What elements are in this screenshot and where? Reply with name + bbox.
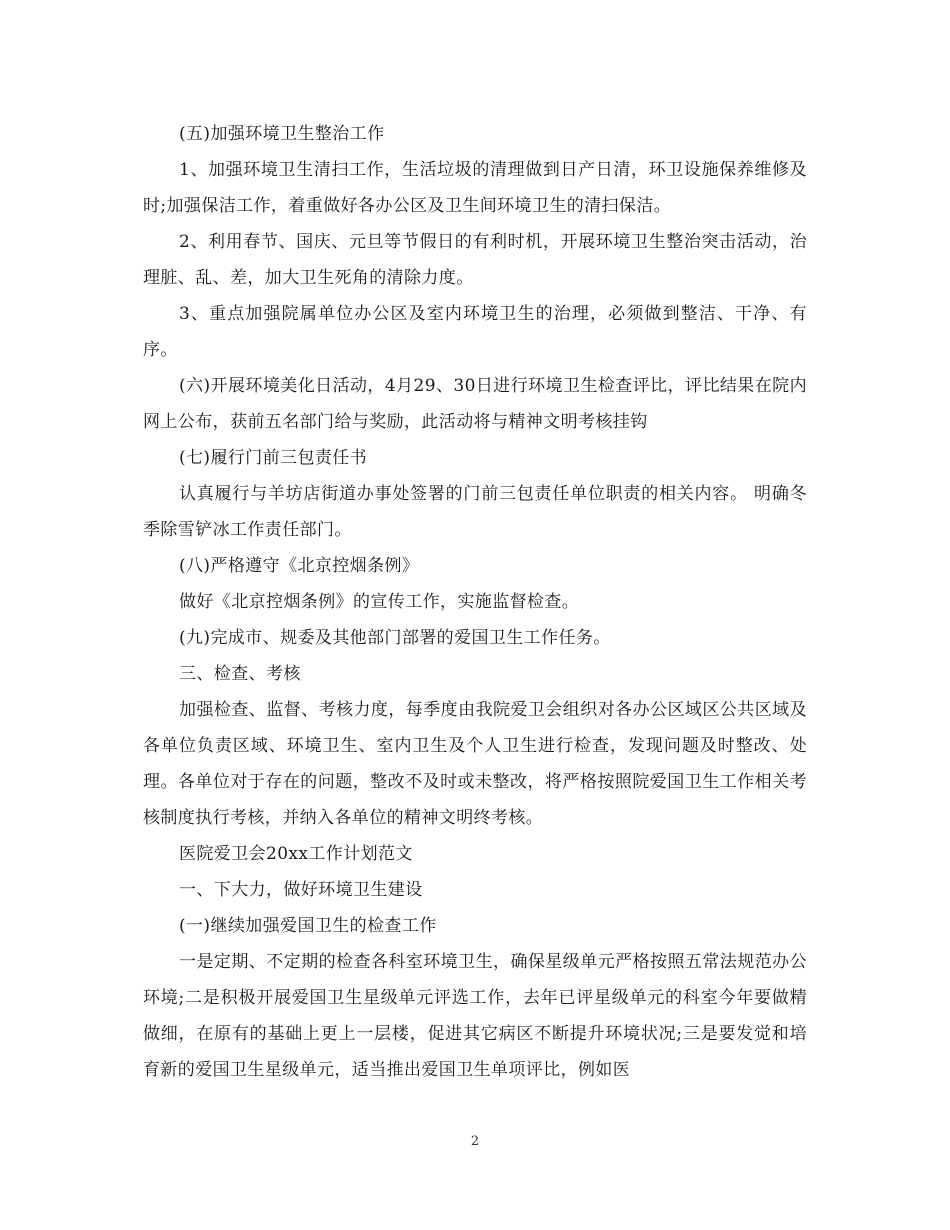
paragraph-item-2: 2、利用春节、国庆、元旦等节假日的有利时机，开展环境卫生整治突击活动，治理脏、乱、差，加大卫生死角的清除力度。 <box>143 232 807 288</box>
paragraph-inspection: 加强检查、监督、考核力度，每季度由我院爱卫会组织对各办公区域区公共区域及各单位负责区域、环境卫生、室内卫生及个人卫生进行检查，发现问题及时整改、处理。各单位对于存在的问题，整改不及时或未整改，将严格按照院爱国卫生工作相关考核制度执行考核，并纳入各单位的精神文明终考核。 <box>143 700 807 828</box>
paragraph-item-3: 3、重点加强院属单位办公区及室内环境卫生的治理，必须做到整洁、干净、有序。 <box>143 304 807 360</box>
section-heading-inspection: 三、检查、考核 <box>179 664 301 684</box>
section-heading-7: (七)履行门前三包责任书 <box>179 448 368 468</box>
section-heading-9: (九)完成市、规委及其他部门部署的爱国卫生工作任务。 <box>179 628 611 648</box>
section-heading-5: (五)加强环境卫生整治工作 <box>179 124 385 144</box>
section-heading-1: (一)继续加强爱国卫生的检查工作 <box>179 916 437 936</box>
paragraph-item-1: 1、加强环境卫生清扫工作，生活垃圾的清理做到日产日清，环卫设施保养维修及时;加强保洁工作，着重做好各办公区及卫生间环境卫生的清扫保洁。 <box>143 160 807 216</box>
document-subtitle: 医院爱卫会20xx工作计划范文 <box>179 844 413 864</box>
document-body <box>143 116 807 1088</box>
section-heading-6: (六)开展环境美化日活动，4月29、30日进行环境卫生检查评比，评比结果在院内网上公布，获前五名部门给与奖励，此活动将与精神文明考核挂钩 <box>143 376 807 432</box>
paragraph-duties: 认真履行与羊坊店街道办事处签署的门前三包责任单位职责的相关内容。 明确冬季除雪铲冰工作责任部门。 <box>143 484 807 540</box>
page-number: 2 <box>470 1134 480 1149</box>
paragraph-check-work: 一是定期、不定期的检查各科室环境卫生，确保星级单元严格按照五常法规范办公环境;二是积极开展爱国卫生星级单元评选工作，去年已评星级单元的科室今年要做精做细，在原有的基础上更上一层楼，促进其它病区不断提升环境状况;三是要发觉和培育新的爱国卫生星级单元，适当推出爱国卫生单项评比，例如医 <box>143 952 807 1080</box>
section-heading-part-1: 一、下大力，做好环境卫生建设 <box>179 880 423 900</box>
paragraph-smoking: 做好《北京控烟条例》的宣传工作，实施监督检查。 <box>179 592 580 612</box>
section-heading-8: (八)严格遵守《北京控烟条例》 <box>179 556 420 576</box>
